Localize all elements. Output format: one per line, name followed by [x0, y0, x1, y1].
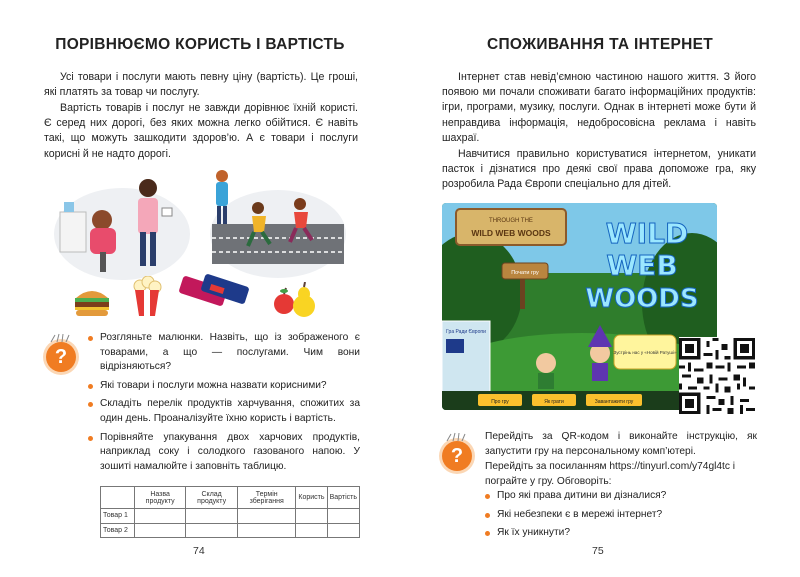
game-banner-main: WILD WEB WOODS — [471, 228, 551, 238]
left-paragraph-2-text: Вартість товарів і послуг не завжди дорівнює їхній користі. Є серед них дорогі, без яких можна легко обійтися. Є навіть такі, що можуть зашкодити здоров’ю. А є товари і послуги корисні й не надто дорогі. — [44, 102, 358, 160]
task-item: Складіть перелік продуктів харчування, спожитих за один день. Проаналізуйте їхню користь і вартість. — [88, 397, 360, 426]
table-header: Користь — [296, 487, 327, 509]
table-cell — [238, 523, 296, 538]
wild-web-woods-game-screenshot — [442, 203, 717, 410]
task-item: Розгляньте малюнки. Назвіть, що із зображеного є товарами, а що — послугами. Чим вони відрізняються? — [88, 331, 360, 375]
link-instruction: Перейдіть за посиланням https://tinyurl.com/y74gl4tc і пограйте у гру. Обговоріть: — [485, 461, 736, 487]
left-paragraph-1 — [44, 70, 358, 100]
right-question-list — [485, 489, 757, 545]
table-cell — [296, 509, 327, 524]
discussion-question: Як їх уникнути? — [485, 526, 757, 541]
game-footer-about: Про гру — [491, 399, 509, 405]
table-cell — [135, 509, 186, 524]
table-row-label: Товар 2 — [101, 523, 135, 538]
page-number-left: 74 — [193, 545, 205, 557]
table-cell — [327, 523, 359, 538]
right-paragraph-1 — [442, 70, 756, 146]
table-cell — [296, 523, 327, 538]
task-item: Порівняйте упакування двох харчових продуктів, наприклад соку і солодкого газованого напою. У зошиті намалюйте і заповніть таблицю. — [88, 431, 360, 475]
discussion-question: Про які права дитини ви дізналися? — [485, 489, 757, 504]
task-item: Які товари і послуги можна назвати корисними? — [88, 379, 360, 394]
table-cell — [186, 523, 238, 538]
game-play-sign: Почати гру — [511, 270, 539, 276]
apple-pear-icon — [270, 282, 320, 318]
left-page-title: ПОРІВНЮЄМО КОРИСТЬ І ВАРТІСТЬ — [55, 36, 345, 53]
qr-code — [679, 337, 755, 415]
table-cell — [327, 509, 359, 524]
discussion-question: Які небезпеки є в мережі інтернет? — [485, 508, 757, 523]
left-task-list — [88, 331, 360, 478]
left-paragraph-2 — [44, 101, 358, 162]
game-footer-how: Як грати — [544, 399, 564, 405]
hairdresser-illustration — [52, 172, 192, 280]
game-council-label: Гра Ради Європи — [446, 329, 486, 335]
right-page-title: СПОЖИВАННЯ ТА ІНТЕРНЕТ — [486, 36, 714, 53]
burger-icon — [72, 284, 112, 318]
game-logo-wild: WILD — [605, 217, 689, 250]
qr-instruction: Перейдіть за QR-кодом і виконайте інструкцію, як запустити гру на персональному комп’ютері. — [485, 431, 757, 457]
game-scene — [442, 203, 717, 410]
game-banner-small: THROUGH THE — [489, 218, 533, 224]
table-cell — [238, 509, 296, 524]
question-badge-icon: ? — [46, 342, 76, 372]
table-header: Склад продукту — [186, 487, 238, 509]
comparison-table — [100, 486, 360, 538]
game-logo-web: WEB — [606, 249, 678, 282]
table-header: Назва продукту — [135, 487, 186, 509]
game-logo-woods: WOODS — [585, 284, 699, 314]
game-speech-bubble: Зустрінь нас у «Новій Ратуші» — [613, 350, 677, 355]
game-footer-download: Завантажити гру — [594, 399, 634, 405]
table-cell — [135, 523, 186, 538]
running-kids-illustration — [208, 168, 348, 280]
right-paragraph-1-text: Інтернет став невід’ємною частиною нашого життя. З його появою ми почали споживати багато інформаційних продуктів: ігри, програми, музику, послуги. Однак в інтернеті може бути й неправдива інформація, недоброcовісна реклама і навіть шахраї. — [442, 71, 756, 144]
page-number-right: 75 — [592, 545, 604, 557]
table-header-empty — [101, 487, 135, 509]
left-paragraph-1-text: Усі товари і послуги мають певну ціну (вартість). Це гроші, які платять за товар чи послугу. — [44, 71, 358, 99]
table-cell — [186, 509, 238, 524]
right-paragraph-2-text: Навчитися правильно користуватися інтернетом, уникати пасток і дізнатися про деякі свої права допоможе гра, яку розробила Рада Європи спеціально для дітей. — [442, 148, 756, 191]
popcorn-icon — [132, 276, 162, 318]
right-paragraph-2 — [442, 147, 756, 193]
table-header: Термін зберігання — [238, 487, 296, 509]
table-header: Вартість — [327, 487, 359, 509]
candy-bars-icon — [176, 272, 252, 310]
question-badge-icon: ? — [442, 441, 472, 471]
table-row-label: Товар 1 — [101, 509, 135, 524]
